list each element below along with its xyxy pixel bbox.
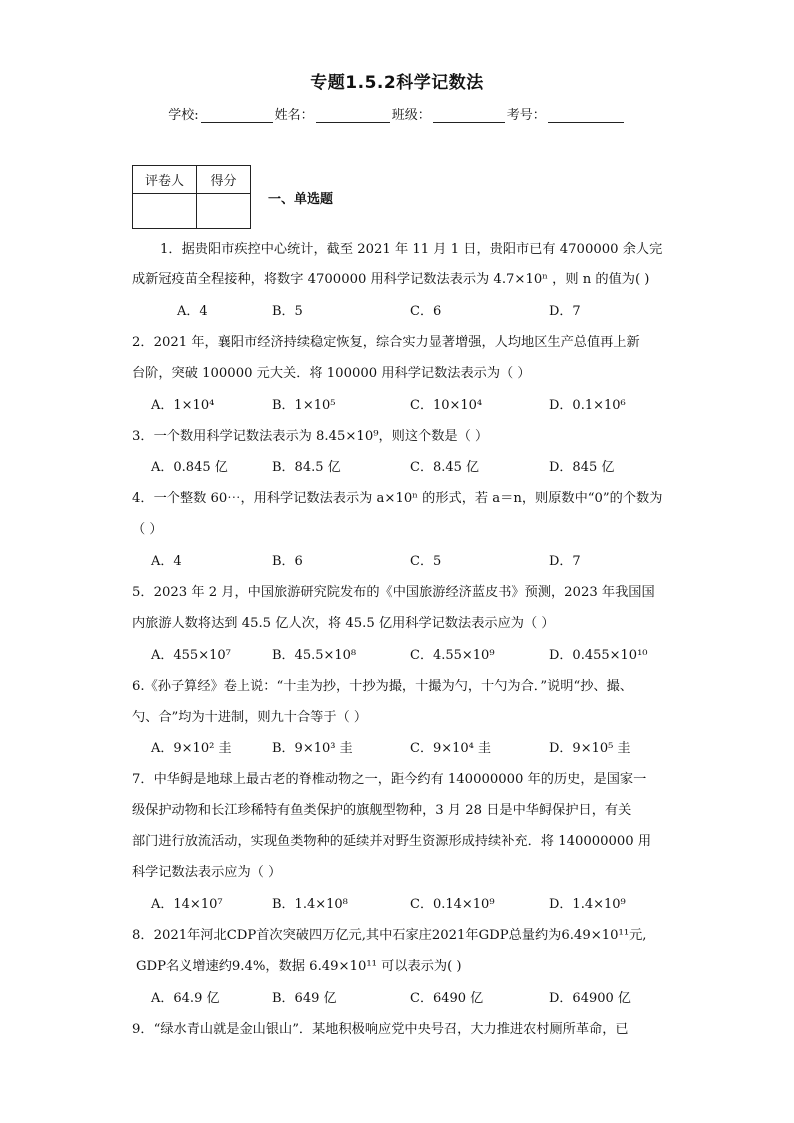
q4-option-a[interactable]: A．4 (151, 554, 182, 569)
q5-option-b[interactable]: B．45.5×10⁸ (272, 648, 357, 663)
q5-option-a[interactable]: A．455×10⁷ (151, 648, 231, 663)
q2-option-d[interactable]: D．0.1×10⁶ (549, 398, 626, 413)
name-field[interactable] (316, 108, 390, 123)
q1-option-c[interactable]: C．6 (410, 304, 442, 319)
q1-option-b[interactable]: B．5 (272, 304, 303, 319)
question-5-line-2: 内旅游人数将达到 45.5 亿人次，将 45.5 亿用科学记数法表示应为（ ） (132, 616, 555, 631)
page-title: 专题1.5.2科学记数法 (310, 73, 484, 93)
q4-option-d[interactable]: D．7 (549, 554, 581, 569)
class-field[interactable] (433, 108, 505, 123)
reviewer-header: 评卷人 (133, 166, 197, 194)
q6-option-a[interactable]: A．9×10² 圭 (151, 741, 232, 756)
exam-no-field[interactable] (548, 108, 624, 123)
question-7-line-3: 部门进行放流活动，实现鱼类物种的延续并对野生资源形成持续补充．将 140000000 用 (132, 834, 652, 849)
score-table (132, 165, 251, 229)
question-1-line-1: 1．据贵阳市疾控中心统计，截至 2021 年 11 月 1 日，贵阳市已有 4700000 余人完 (160, 242, 663, 257)
question-9-line-1: 9．“绿水青山就是金山银山”．某地积极响应党中央号召，大力推进农村厕所革命，已 (132, 1022, 629, 1037)
question-6-line-2: 勺、合”均为十进制，则九十合等于（ ） (132, 710, 368, 725)
school-field[interactable] (201, 108, 273, 123)
score-header: 得分 (197, 166, 251, 194)
question-2-line-2: 台阶，突破 100000 元大关．将 100000 用科学记数法表示为（ ） (132, 366, 531, 381)
q1-option-a[interactable]: A．4 (177, 304, 208, 319)
exam-no-label: 考号： (506, 108, 546, 123)
q3-option-b[interactable]: B．84.5 亿 (272, 460, 341, 475)
q7-option-a[interactable]: A．14×10⁷ (151, 897, 223, 912)
question-8-line-1: 8．2021年河北CDP首次突破四万亿元,其中石家庄2021年GDP总量约为6.49×10¹¹元, (132, 928, 647, 943)
q3-option-a[interactable]: A．0.845 亿 (151, 460, 228, 475)
q6-option-b[interactable]: B．9×10³ 圭 (272, 741, 353, 756)
question-7-line-4: 科学记数法表示应为（ ） (132, 865, 282, 880)
q7-option-d[interactable]: D．1.4×10⁹ (549, 897, 626, 912)
q8-option-d[interactable]: D．64900 亿 (549, 991, 631, 1006)
question-7-line-1: 7．中华鲟是地球上最古老的脊椎动物之一，距今约有 140000000 年的历史，是国家一 (132, 772, 647, 787)
student-info-row (0, 104, 794, 123)
q3-option-d[interactable]: D．845 亿 (549, 460, 615, 475)
q3-option-c[interactable]: C．8.45 亿 (410, 460, 480, 475)
question-2-line-1: 2．2021 年，襄阳市经济持续稳定恢复，综合实力显著增强，人均地区生产总值再上新 (132, 335, 640, 350)
question-8-line-2: GDP名义增速约9.4%，数据 6.49×10¹¹ 可以表示为( ) (136, 959, 462, 974)
question-3-line-1: 3．一个数用科学记数法表示为 8.45×10⁹，则这个数是（ ） (132, 429, 489, 444)
q6-option-c[interactable]: C．9×10⁴ 圭 (410, 741, 491, 756)
question-5-line-1: 5．2023 年 2 月，中国旅游研究院发布的《中国旅游经济蓝皮书》预测，2023 年我国国 (132, 585, 655, 600)
q8-option-c[interactable]: C．6490 亿 (410, 991, 484, 1006)
name-label: 姓名： (274, 108, 314, 123)
q7-option-b[interactable]: B．1.4×10⁸ (272, 897, 348, 912)
q7-option-c[interactable]: C．0.14×10⁹ (410, 897, 495, 912)
q6-option-d[interactable]: D．9×10⁵ 圭 (549, 741, 631, 756)
question-6-line-1: 6.《孙子算经》卷上说：“十圭为抄，十抄为撮，十撮为勺，十勺为合．”说明“抄、撮、 (132, 679, 633, 694)
q5-option-d[interactable]: D．0.455×10¹⁰ (549, 648, 648, 663)
q8-option-b[interactable]: B．649 亿 (272, 991, 337, 1006)
score-cell[interactable] (197, 194, 251, 229)
reviewer-cell[interactable] (133, 194, 197, 229)
q4-option-c[interactable]: C．5 (410, 554, 442, 569)
question-7-line-2: 级保护动物和长江珍稀特有鱼类保护的旗舰型物种，3 月 28 日是中华鲟保护日，有关 (132, 803, 632, 818)
school-label: 学校: (168, 108, 199, 123)
q2-option-b[interactable]: B．1×10⁵ (272, 398, 336, 413)
q2-option-c[interactable]: C．10×10⁴ (410, 398, 483, 413)
q4-option-b[interactable]: B．6 (272, 554, 303, 569)
class-label: 班级： (391, 108, 431, 123)
q2-option-a[interactable]: A．1×10⁴ (151, 398, 215, 413)
question-4-line-2: （ ） (132, 522, 163, 537)
q1-option-d[interactable]: D．7 (549, 304, 581, 319)
q8-option-a[interactable]: A．64.9 亿 (151, 991, 220, 1006)
question-1-line-2: 成新冠疫苗全程接种，将数字 4700000 用科学记数法表示为 4.7×10ⁿ ，则 n 的值为( ) (132, 272, 650, 287)
section-heading: 一、单选题 (268, 192, 334, 207)
question-4-line-1: 4．一个整数 60⋯，用科学记数法表示为 a×10ⁿ 的形式，若 a＝n，则原数中“0”的个数为 (132, 491, 663, 506)
q5-option-c[interactable]: C．4.55×10⁹ (410, 648, 495, 663)
